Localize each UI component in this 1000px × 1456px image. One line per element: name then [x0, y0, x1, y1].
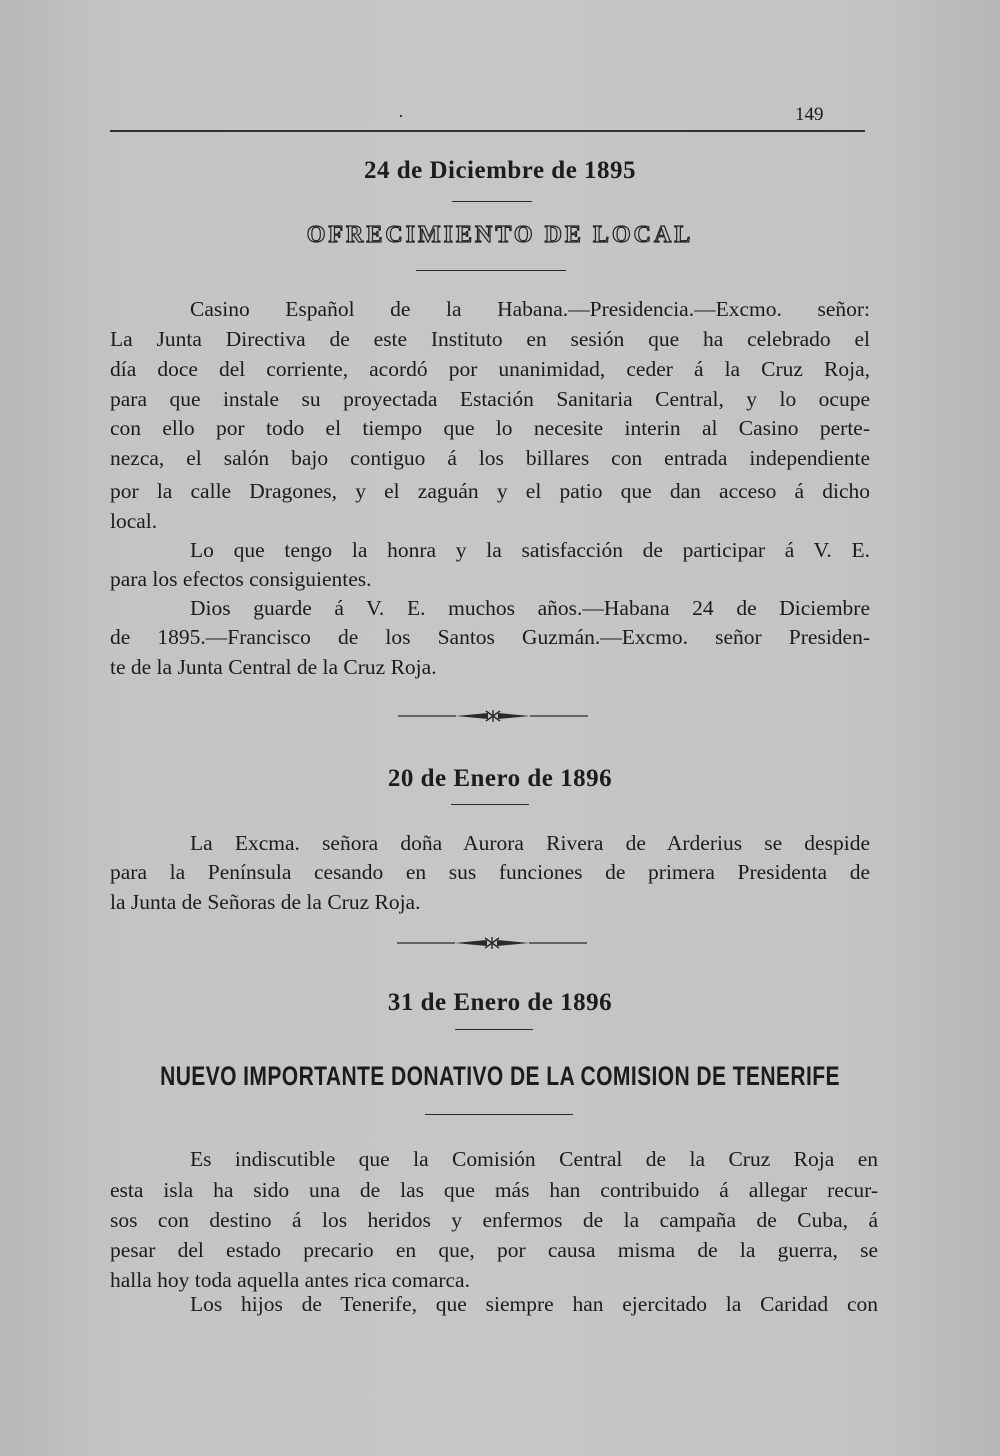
body-line: La Excma. señora doña Aurora Rivera de Arderius se despide	[190, 831, 870, 855]
body-line: para los efectos consiguientes.	[110, 567, 372, 591]
header-rule	[110, 130, 865, 132]
ornament-divider	[397, 936, 587, 950]
body-line: sos con destino á los heridos y enfermos de la campaña de Cuba, á	[110, 1208, 878, 1232]
body-line: para la Península cesando en sus funciones de primera Presidenta de	[110, 860, 870, 884]
body-line: pesar del estado precario en que, por causa misma de la guerra, se	[110, 1238, 878, 1262]
ornament-divider	[398, 709, 588, 723]
section-date-1895-12-24: 24 de Diciembre de 1895	[363, 157, 637, 184]
heading-rule	[451, 804, 529, 805]
body-line: te de la Junta Central de la Cruz Roja.	[110, 655, 437, 679]
body-line: de 1895.—Francisco de los Santos Guzmán.—Excmo. señor Presiden-	[110, 625, 870, 649]
body-line: por la calle Dragones, y el zaguán y el patio que dan acceso á dicho	[110, 479, 870, 503]
body-line: con ello por todo el tiempo que lo necesite interin al Casino perte-	[110, 416, 870, 440]
section-date-1896-01-31: 31 de Enero de 1896	[387, 989, 613, 1016]
section-title-donativo-tenerife: NUEVO IMPORTANTE DONATIVO DE LA COMISION DE TENERIFE	[160, 1061, 840, 1091]
body-line: local.	[110, 509, 158, 533]
body-line: Lo que tengo la honra y la satisfacción de participar á V. E.	[190, 538, 870, 562]
section-title-ofrecimiento: OFRECIMIENTO DE LOCAL	[306, 222, 694, 248]
body-line: Dios guarde á V. E. muchos años.—Habana 24 de Diciembre	[190, 596, 870, 620]
body-line: día doce del corriente, acordó por unanimidad, ceder á la Cruz Roja,	[110, 357, 870, 381]
body-line: nezca, el salón bajo contiguo á los billares con entrada independiente	[110, 446, 870, 470]
title-rule	[425, 1114, 573, 1115]
heading-rule	[452, 201, 532, 202]
section-date-1896-01-20: 20 de Enero de 1896	[387, 765, 613, 792]
body-line: esta isla ha sido una de las que más han contribuido á allegar recur-	[110, 1178, 878, 1202]
body-line: para que instale su proyectada Estación Sanitaria Central, y lo ocupe	[110, 387, 870, 411]
page-number: 149	[795, 104, 824, 125]
body-line: Casino Español de la Habana.—Presidencia.—Excmo. señor:	[190, 297, 870, 321]
body-line: Es indiscutible que la Comisión Central de la Cruz Roja en	[190, 1147, 878, 1171]
body-line: la Junta de Señoras de la Cruz Roja.	[110, 890, 421, 914]
title-rule	[416, 270, 566, 271]
heading-rule	[455, 1029, 533, 1030]
header-mark: ·	[398, 106, 404, 126]
body-line: halla hoy toda aquella antes rica comarca.	[110, 1268, 470, 1292]
body-line: La Junta Directiva de este Instituto en sesión que ha celebrado el	[110, 327, 870, 351]
body-line: Los hijos de Tenerife, que siempre han ejercitado la Caridad con	[190, 1292, 878, 1316]
